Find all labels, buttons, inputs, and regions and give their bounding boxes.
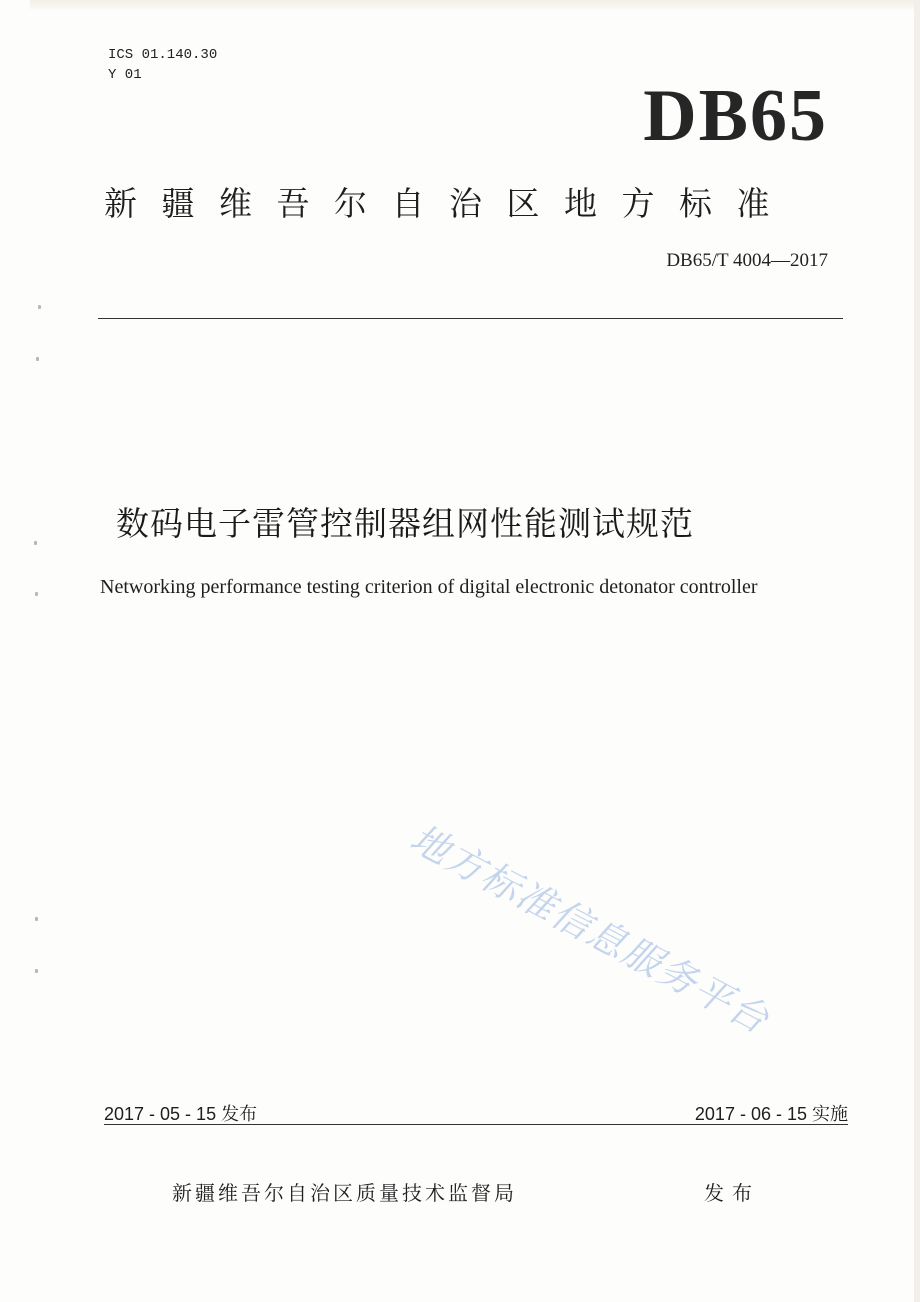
scan-speck <box>38 305 41 309</box>
scan-speck <box>34 541 37 545</box>
document-title-chinese: 数码电子雷管控制器组网性能测试规范 <box>116 504 694 543</box>
ccs-code: Y 01 <box>108 67 142 83</box>
scan-speck <box>35 592 38 596</box>
ics-code: ICS 01.140.30 <box>108 47 218 63</box>
implementation-date: 2017 - 06 - 15 实施 <box>694 1104 848 1124</box>
publisher-name: 新疆维吾尔自治区质量技术监督局 <box>172 1181 517 1205</box>
scan-speck <box>35 917 38 921</box>
standard-number: DB65/T 4004—2017 <box>666 250 828 271</box>
header-divider <box>98 318 843 319</box>
classification-codes <box>108 45 217 85</box>
scan-edge-right <box>914 0 920 1302</box>
scan-speck <box>36 357 39 361</box>
issue-date: 2017 - 05 - 15 发布 <box>104 1104 258 1124</box>
footer-divider <box>104 1124 848 1125</box>
standard-mark: DB65 <box>643 75 828 157</box>
standard-type-heading: 新疆维吾尔自治区地方标准 <box>104 184 794 223</box>
scan-speck <box>35 969 38 973</box>
watermark-text: 地方标准信息服务平台 <box>403 815 777 1043</box>
scan-edge-top <box>30 0 920 10</box>
publish-label: 发布 <box>704 1181 760 1205</box>
document-title-english: Networking performance testing criterion of digital electronic detonator controller <box>100 576 758 598</box>
